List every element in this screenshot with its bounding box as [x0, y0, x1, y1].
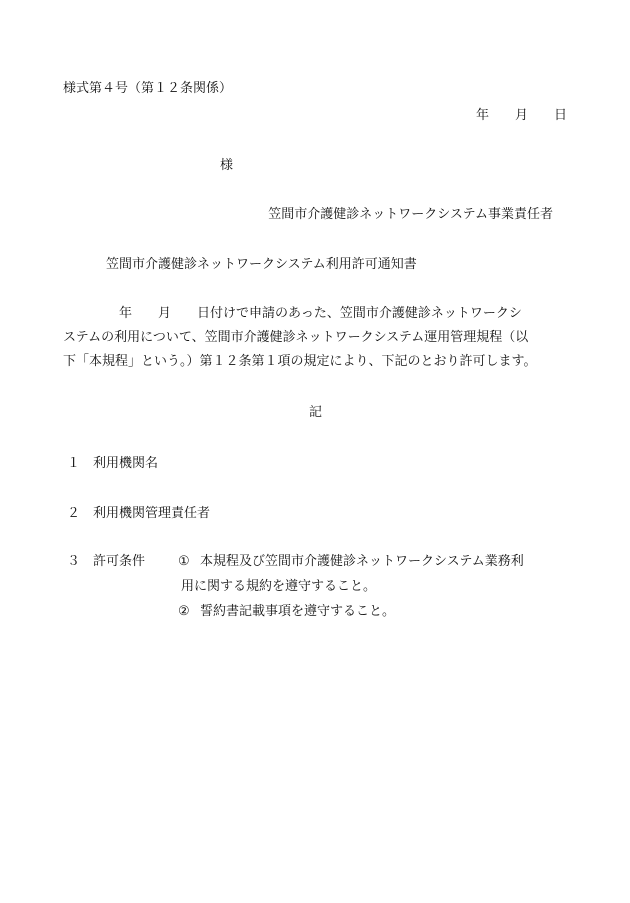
- condition-2-text: 誓約書記載事項を遵守すること。: [200, 604, 396, 619]
- issuer-name: 笠間市介護健診ネットワークシステム事業責任者: [268, 207, 553, 222]
- item-number: １: [67, 456, 81, 471]
- body-line-1: [63, 302, 569, 326]
- date-line: [476, 107, 567, 125]
- document-title: 笠間市介護健診ネットワークシステム利用許可通知書: [106, 257, 417, 272]
- condition-2-mark: ②: [178, 604, 190, 619]
- condition-2: [178, 603, 395, 621]
- condition-1-continued: 用に関する規約を遵守すること。: [181, 579, 377, 594]
- body-year: 年: [119, 306, 133, 321]
- body-paragraph: [63, 302, 569, 374]
- body-text-1: 日付けで申請のあった、笠間市介護健診ネットワークシ: [197, 306, 522, 321]
- condition-1: [178, 553, 524, 571]
- body-month: 月: [158, 306, 172, 321]
- item-number: ２: [67, 506, 81, 521]
- condition-1-text: 本規程及び笠間市介護健診ネットワークシステム業務利: [200, 554, 524, 569]
- item-label-manager: 利用機関管理責任者: [93, 506, 211, 521]
- body-line-3: 下「本規程」という。）第１２条第１項の規定により、下記のとおり許可します。: [63, 354, 537, 369]
- ki-heading: 記: [309, 405, 323, 420]
- body-line-2: ステムの利用について、笠間市介護健診ネットワークシステム運用管理規程（以: [63, 330, 529, 345]
- date-day: 日: [553, 108, 567, 123]
- date-year: 年: [475, 108, 489, 123]
- item-label-organization: 利用機関名: [93, 456, 159, 471]
- condition-1-mark: ①: [178, 554, 190, 569]
- form-number: 様式第４号（第１２条関係）: [63, 81, 233, 96]
- addressee-suffix: 様: [220, 158, 234, 173]
- item-number: ３: [67, 554, 81, 569]
- date-month: 月: [514, 108, 528, 123]
- item-label-conditions: 許可条件: [93, 554, 146, 569]
